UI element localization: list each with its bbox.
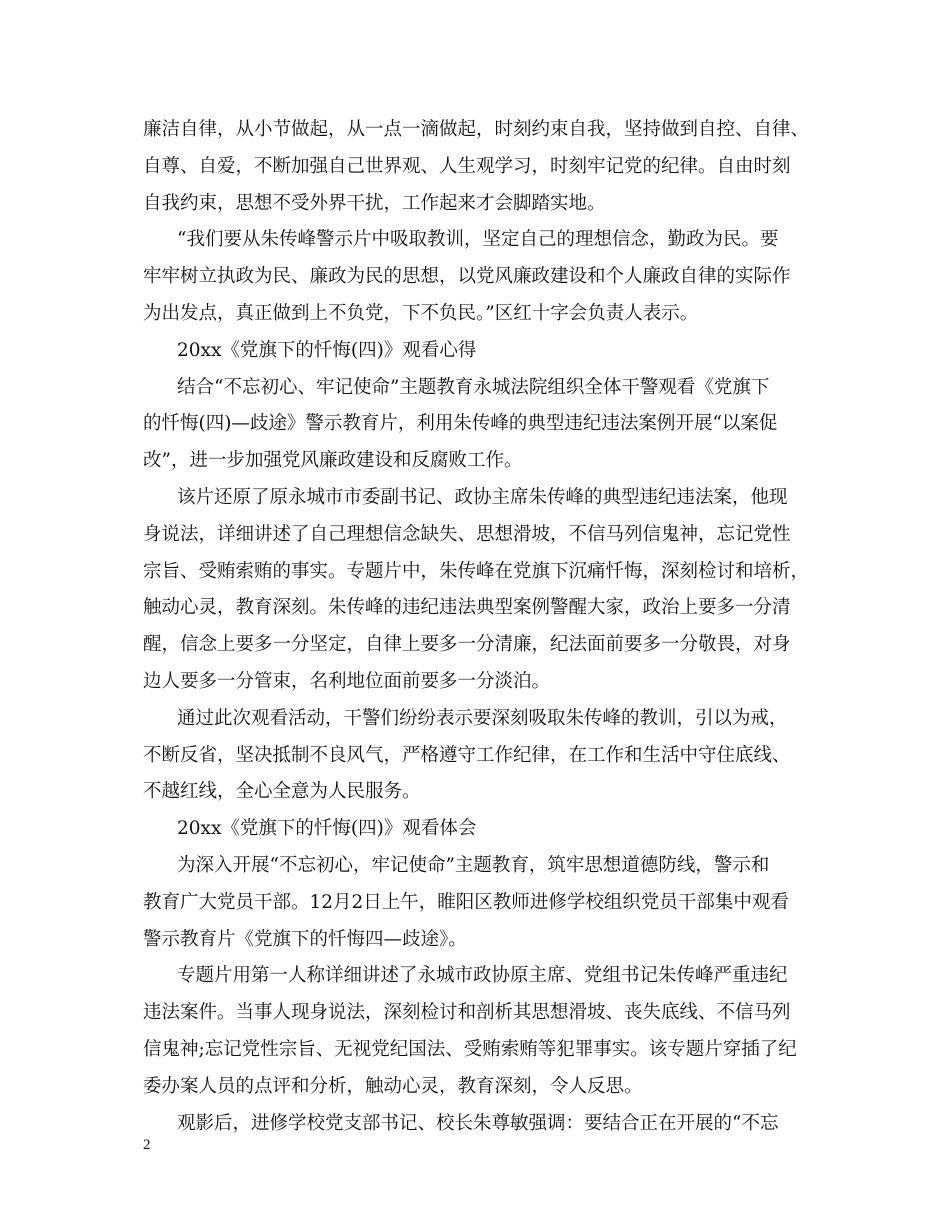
paragraph-first-line: 该片还原了原永城市市委副书记、政协主席朱传峰的典型违纪违法案，他现	[177, 486, 788, 508]
paragraph-first-line: 通过此次观看活动，干警们纷纷表示要深刻吸取朱传峰的教训，引以为戒，	[177, 707, 788, 729]
text-line: 警示教育片《党旗下的忏悔四—歧途》。	[143, 928, 467, 950]
text-line: 教育广大党员干部。12月2日上午，睢阳区教师进修学校组织党员干部集中观看	[143, 891, 789, 913]
text-line: 自尊、自爱，不断加强自己世界观、人生观学习，时刻牢记党的纪律。自由时刻	[143, 155, 791, 177]
section-heading: 20xx《党旗下的忏悔(四)》观看体会	[177, 818, 477, 840]
text-line: 触动心灵，教育深刻。朱传峰的违纪违法典型案例警醒大家，政治上要多一分清	[143, 597, 791, 619]
text-line: 委办案人员的点评和分析，触动心灵，教育深刻，令人反思。	[143, 1075, 643, 1097]
page-number: 2	[143, 1137, 151, 1153]
document-body	[143, 112, 818, 1142]
text-line: 身说法，详细讲述了自己理想信念缺失、思想滑坡，不信马列信鬼神，忘记党性	[143, 523, 791, 545]
text-line: 不越红线，全心全意为人民服务。	[143, 781, 421, 803]
text-line: 改”，进一步加强党风廉政建设和反腐败工作。	[143, 450, 523, 472]
text-line: 边人要多一分管束，名利地位面前要多一分淡泊。	[143, 670, 551, 692]
paragraph-first-line: 专题片用第一人称详细讲述了永城市政协原主席、党组书记朱传峰严重违纪	[177, 965, 788, 987]
paragraph-first-line: “我们要从朱传峰警示片中吸取教训，坚定自己的理想信念，勤政为民。要	[177, 229, 779, 251]
text-line: 信鬼神;忘记党性宗旨、无视党纪国法、受贿索贿等犯罪事实。该专题片穿插了纪	[143, 1038, 797, 1060]
paragraph-first-line: 为深入开展“不忘初心，牢记使命”主题教育，筑牢思想道德防线，警示和	[177, 854, 770, 876]
text-line: 醒，信念上要多一分坚定，自律上要多一分清廉，纪法面前要多一分敬畏，对身	[143, 634, 791, 656]
paragraph-first-line: 观影后，进修学校党支部书记、校长朱尊敏强调：要结合正在开展的“不忘	[177, 1112, 779, 1134]
text-line: 自我约束，思想不受外界干扰，工作起来才会脚踏实地。	[143, 192, 606, 214]
section-heading: 20xx《党旗下的忏悔(四)》观看心得	[177, 339, 477, 361]
paragraph-first-line: 结合“不忘初心、牢记使命”主题教育永城法院组织全体干警观看《党旗下	[177, 376, 770, 398]
text-line: 牢牢树立执政为民、廉政为民的思想，以党风廉政建设和个人廉政自律的实际作	[143, 266, 791, 288]
text-line: 廉洁自律，从小节做起，从一点一滴做起，时刻约束自我，坚持做到自控、自律、	[143, 119, 810, 140]
text-line: 不断反省，坚决抵制不良风气，严格遵守工作纪律，在工作和生活中守住底线、	[143, 744, 791, 766]
text-line: 宗旨、受贿索贿的事实。专题片中，朱传峰在党旗下沉痛忏悔，深刻检讨和培析，	[143, 560, 810, 582]
text-line: 为出发点，真正做到上不负党，下不负民。”区红十字会负责人表示。	[143, 302, 699, 324]
text-line: 的忏悔(四)—歧途》警示教育片，利用朱传峰的典型违纪违法案例开展“以案促	[143, 413, 778, 435]
text-line: 违法案件。当事人现身说法，深刻检讨和剖析其思想滑坡、丧失底线、不信马列	[143, 1002, 791, 1024]
